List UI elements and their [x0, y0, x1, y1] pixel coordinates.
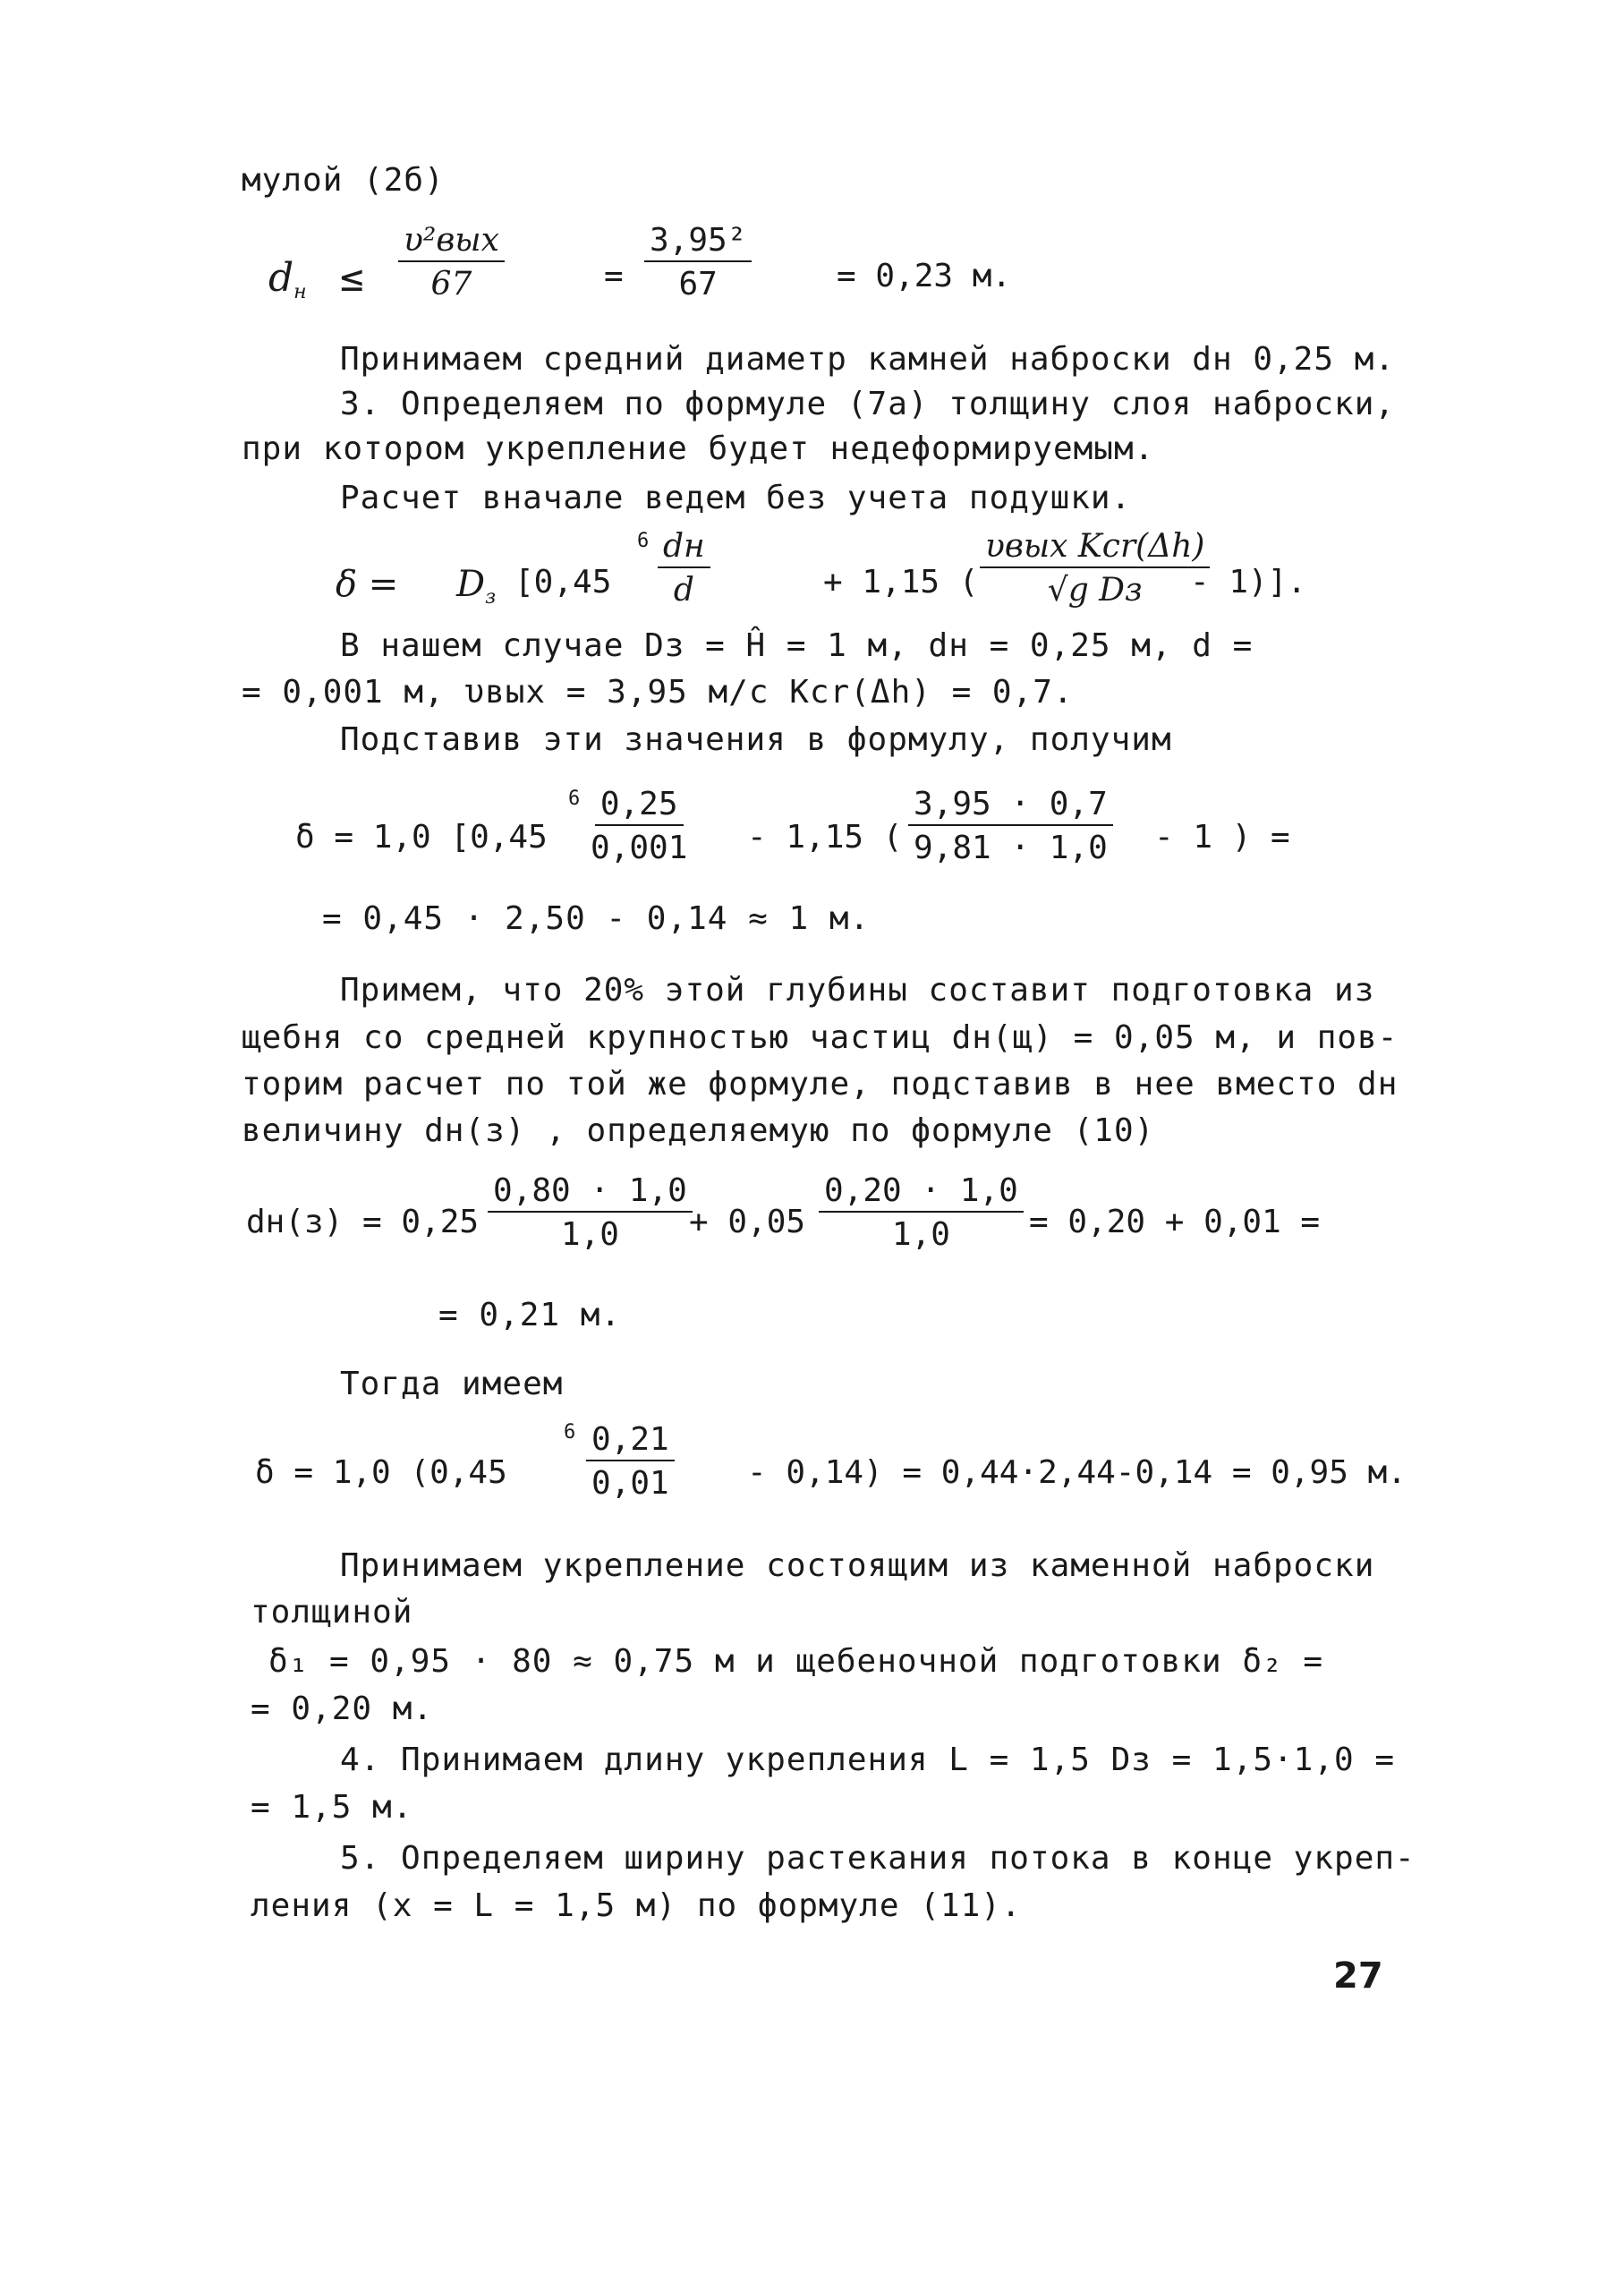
- para-line: Подставив эти значения в формулу, получим: [340, 721, 1172, 758]
- continuation-line: мулой (2б): [242, 162, 445, 199]
- para-line: = 0,45 · 2,50 - 0,14 ≈ 1 м.: [322, 900, 871, 937]
- f3-root-frac: $\frac{0,25}{0,001}$: [591, 786, 688, 866]
- f4-frac-1: $\frac{0,80 \cdot 1,0}{1,0}$: [488, 1172, 693, 1253]
- f1-rhs: = 0,23 м.: [837, 258, 1012, 294]
- f5-lhs: δ = 1,0 (0,45: [255, 1454, 507, 1491]
- f5-root-frac: $\frac{0,21}{0,01}$: [586, 1421, 675, 1502]
- f1-frac-2: $\frac{\text{3,95²}}{67}$: [644, 222, 752, 302]
- f1-eq: =: [604, 258, 624, 294]
- para-line: ления (x = L = 1,5 м) по формуле (11).: [251, 1887, 1022, 1924]
- para-line: величину dн(з) , определяемую по формуле (10): [242, 1112, 1155, 1149]
- para-line: = 0,21 м.: [438, 1297, 622, 1333]
- f4-mid: + 0,05: [689, 1204, 806, 1240]
- f1-lhs: dн: [268, 255, 307, 303]
- para-line: = 0,20 м.: [251, 1691, 434, 1727]
- f4-frac-2: $\frac{0,20 \cdot 1,0}{1,0}$: [819, 1172, 1024, 1253]
- f2-e: - 1)].: [1190, 564, 1307, 600]
- f2-b: [0,45: [514, 564, 612, 600]
- f3-end: - 1 ) =: [1154, 819, 1290, 856]
- f2-frac: υвых Kсr(Δh) √g Dз: [980, 528, 1210, 609]
- f5-root-index: 6: [564, 1421, 576, 1444]
- f3-frac: $\frac{3,95 \cdot 0,7}{9,81 \cdot 1,0}$: [908, 786, 1113, 866]
- para-line: Тогда имеем: [340, 1366, 564, 1402]
- para-line: 3. Определяем по формуле (7а) толщину слоя наброски,: [340, 386, 1396, 422]
- para-line: щебня со средней крупностью частиц dн(щ) = 0,05 м, и пов-: [242, 1019, 1399, 1056]
- f2-lhs: δ =: [336, 564, 399, 605]
- para-line: δ₁ = 0,95 · 80 ≈ 0,75 м и щебеночной подготовки δ₂ =: [268, 1643, 1324, 1680]
- para-line: Расчет вначале ведем без учета подушки.: [340, 480, 1132, 516]
- para-line: 4. Принимаем длину укрепления L = 1,5 Dз = 1,5·1,0 =: [340, 1742, 1396, 1778]
- f2-c: + 1,15 (: [823, 564, 979, 600]
- f4-end: = 0,20 + 0,01 =: [1029, 1204, 1321, 1240]
- para-line: В нашем случае Dз = Ĥ = 1 м, dн = 0,25 м, d =: [340, 627, 1254, 664]
- para-line: Принимаем средний диаметр камней наброски dн 0,25 м.: [340, 341, 1396, 378]
- f3-mid: - 1,15 (: [747, 819, 903, 856]
- para-line: Принимаем укрепление состоящим из каменной наброски: [340, 1547, 1375, 1584]
- f1-rel: ≤: [340, 255, 364, 301]
- para-line: Примем, что 20% этой глубины составит подготовка из: [340, 972, 1375, 1009]
- f2-root-index: 6: [637, 530, 650, 552]
- para-line: толщиной: [251, 1594, 413, 1631]
- f3-root-index: 6: [568, 788, 581, 810]
- page-number: 27: [1333, 1955, 1383, 1997]
- para-line: 5. Определяем ширину растекания потока в конце укреп-: [340, 1840, 1416, 1877]
- f2-d: $D_з$: [456, 564, 497, 609]
- f5-end: - 0,14) = 0,44·2,44-0,14 = 0,95 м.: [747, 1454, 1407, 1491]
- f2-root-frac: dн d: [658, 528, 710, 609]
- f1-frac-1: υ²вых 67: [398, 222, 505, 302]
- para-line: торим расчет по той же формуле, подставив в нее вместо dн: [242, 1066, 1399, 1103]
- para-line: при котором укрепление будет недеформируемым.: [242, 430, 1155, 467]
- f4-lhs: dн(з) = 0,25: [246, 1204, 480, 1240]
- para-line: = 0,001 м, υвых = 3,95 м/с Kсr(Δh) = 0,7.: [242, 674, 1074, 711]
- para-line: = 1,5 м.: [251, 1789, 413, 1826]
- f3-lhs: δ = 1,0 [0,45: [295, 819, 548, 856]
